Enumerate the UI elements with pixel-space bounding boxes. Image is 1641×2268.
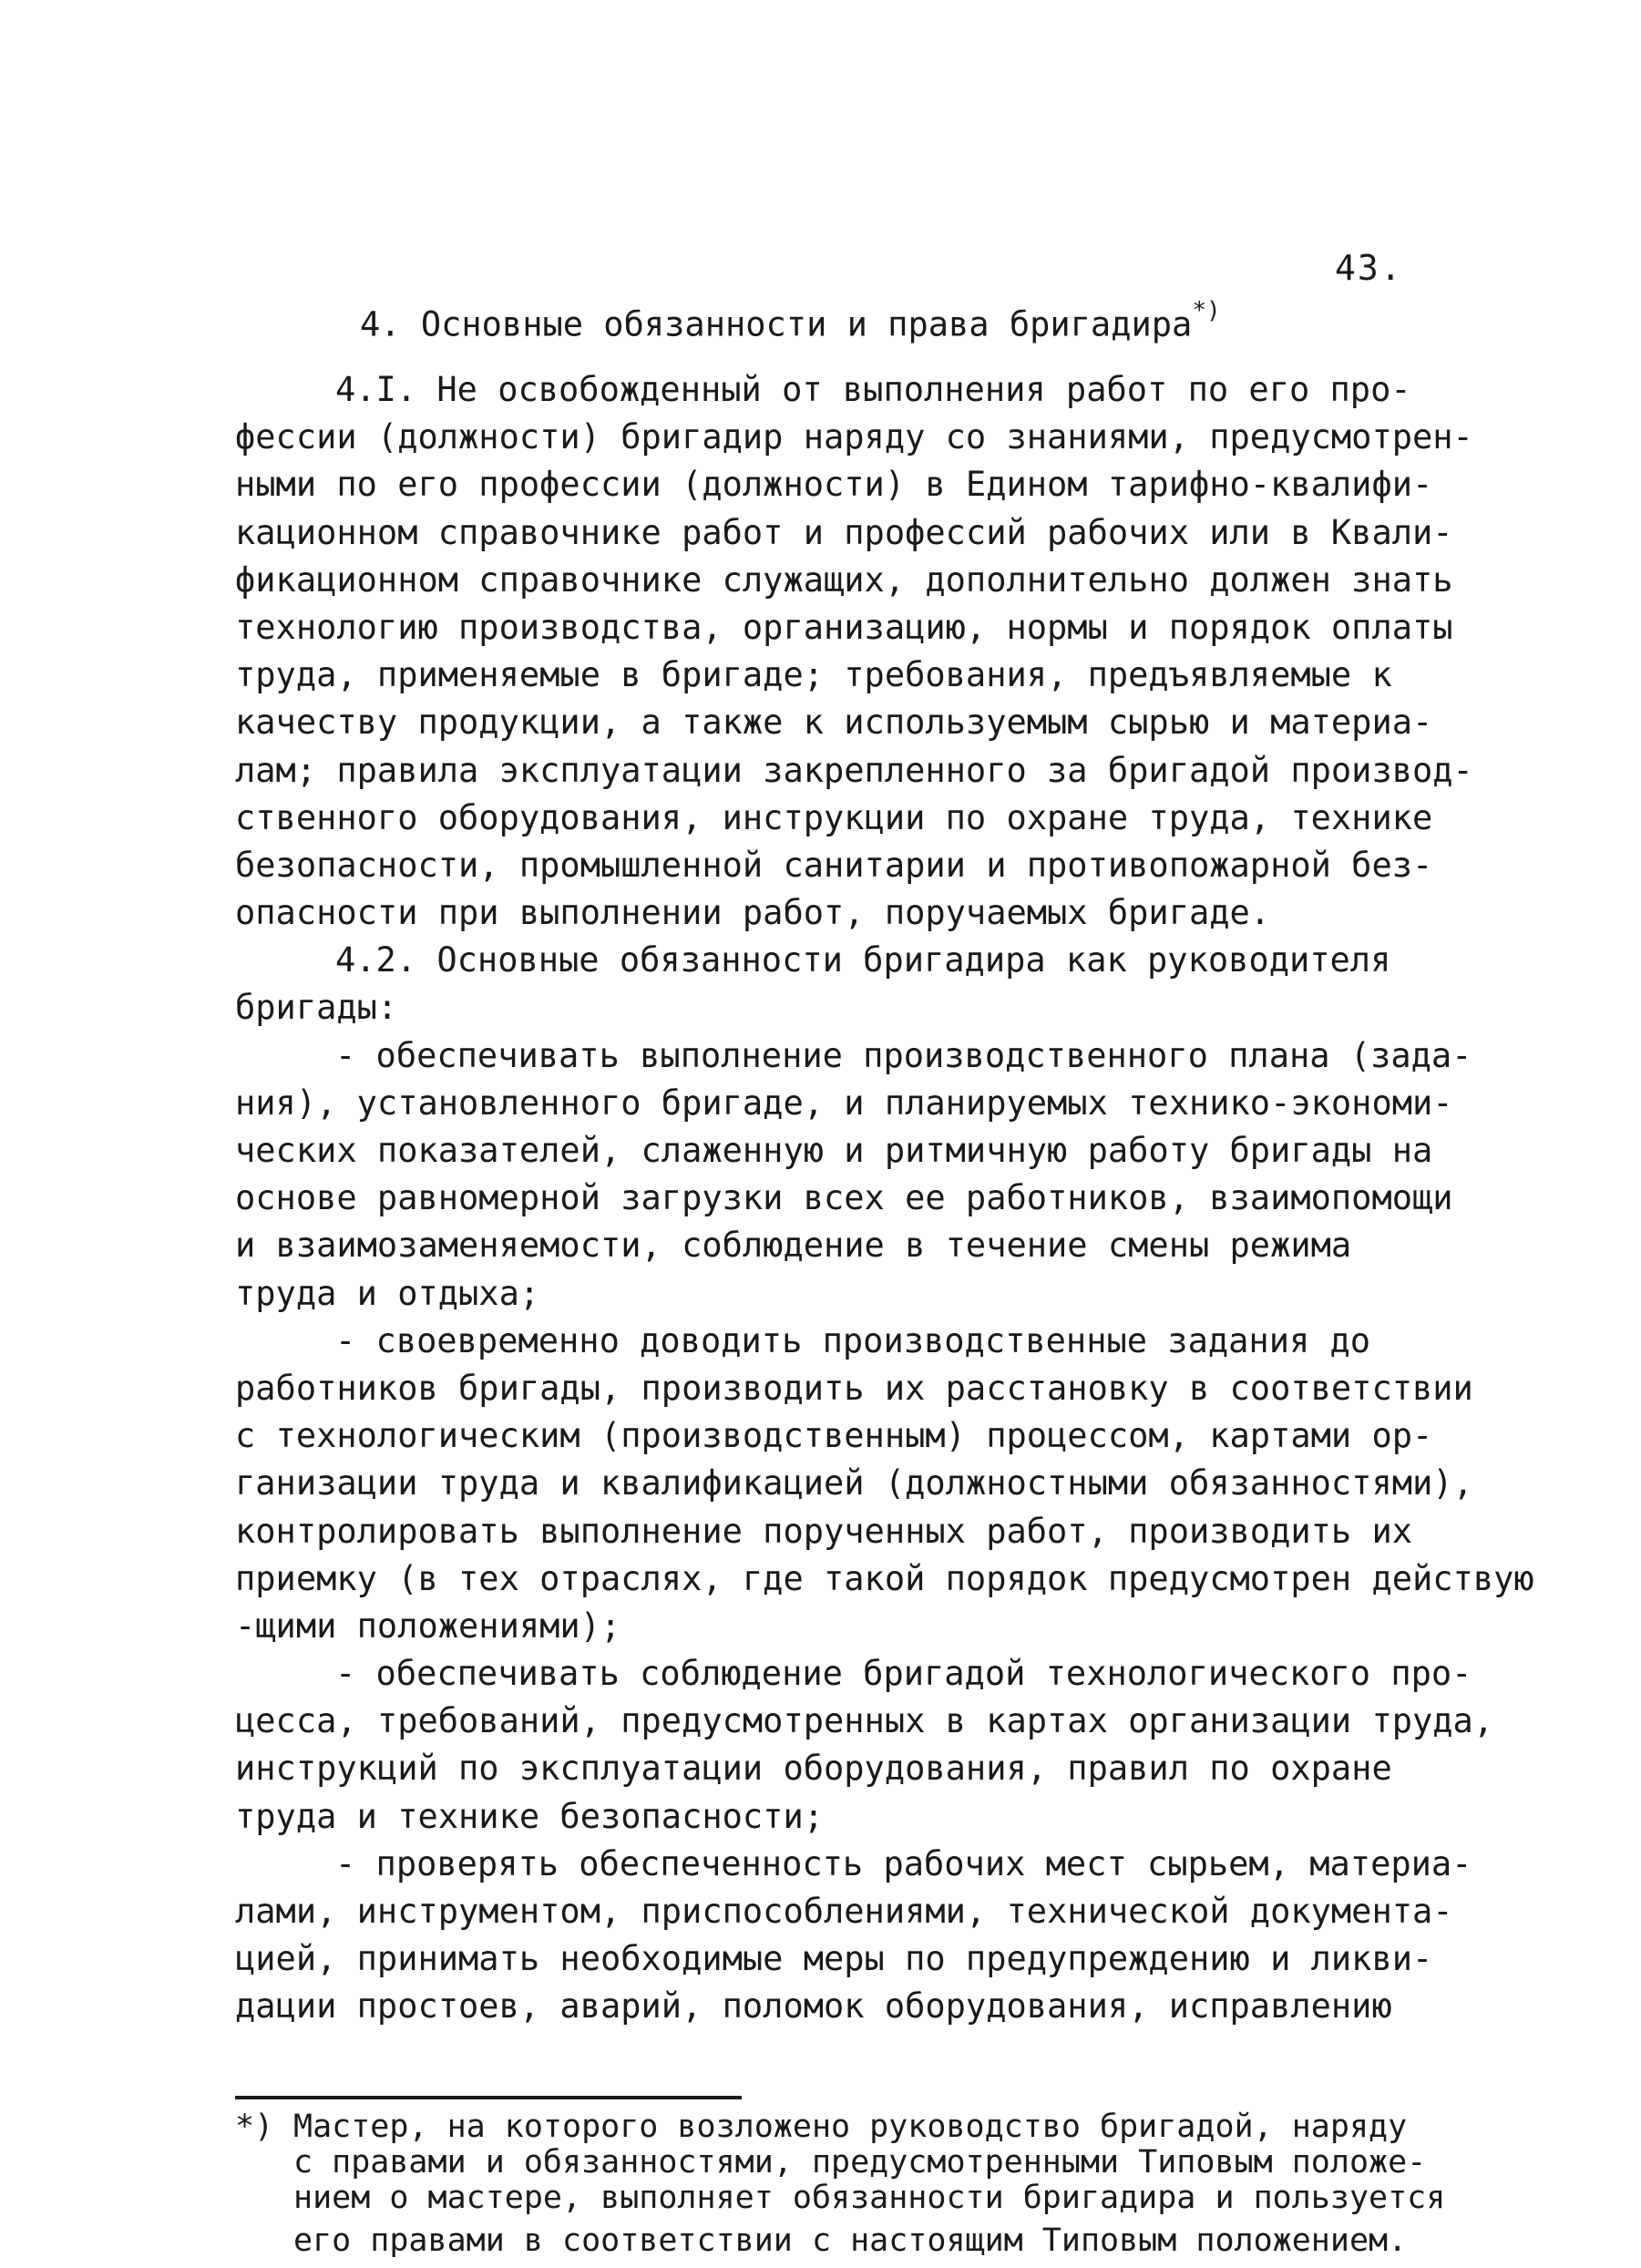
text-line: лами, инструментом, приспособлениями, технической документа- <box>235 1892 1453 1931</box>
text-line: с технологическим (производственным) процессом, картами ор- <box>235 1416 1433 1456</box>
text-line: труда и отдыха; <box>235 1273 540 1313</box>
footnote-body <box>293 2109 1511 2259</box>
footnote-reference-marker: *) <box>1192 297 1221 324</box>
text-line: ганизации труда и квалификацией (должностными обязанностями), <box>235 1463 1473 1503</box>
text-line: цесса, требований, предусмотренных в картах организации труда, <box>235 1701 1494 1741</box>
text-line: безопасности, промышленной санитарии и противопожарной без- <box>235 845 1433 885</box>
footnote-line: Мастер, на которого возложено руководство бригадой, наряду <box>293 2109 1408 2145</box>
footnote-marker: *) <box>235 2109 274 2145</box>
section-title <box>360 297 1221 344</box>
text-line: приемку (в тех отраслях, где такой порядок предусмотрен действую <box>235 1558 1534 1598</box>
text-line: инструкций по эксплуатации оборудования, правил по охране <box>235 1749 1392 1789</box>
text-line: -щими положениями); <box>235 1606 621 1646</box>
footnote-rule <box>235 2096 742 2099</box>
text-line: цией, принимать необходимые меры по предупреждению и ликви- <box>235 1939 1433 1979</box>
text-line: труда и технике безопасности; <box>235 1796 825 1836</box>
text-line: и взаимозаменяемости, соблюдение в течение смены режима <box>235 1226 1352 1266</box>
text-line: кационном справочнике работ и профессий рабочих или в Квали- <box>235 512 1453 552</box>
footnote-line: его правами в соответствии с настоящим Типовым положением. <box>293 2222 1408 2259</box>
footnote-line: нием о мастере, выполняет обязанности бригадира и пользуется <box>293 2180 1446 2216</box>
text-line: труда, применяемые в бригаде; требования, предъявляемые к <box>235 655 1392 695</box>
text-line: - своевременно доводить производственные задания до <box>335 1320 1371 1360</box>
text-line: фессии (должности) бригадир наряду со знаниями, предусмотрен- <box>235 417 1473 457</box>
text-line: 4.I. Не освобожденный от выполнения работ по его про- <box>335 370 1411 409</box>
text-line: основе равномерной загрузки всех ее работников, взаимопомощи <box>235 1178 1453 1218</box>
text-line: работников бригады, производить их расстановку в соответствии <box>235 1368 1473 1408</box>
text-line: лам; правила эксплуатации закрепленного за бригадой производ- <box>235 750 1473 790</box>
text-line: 4.2. Основные обязанности бригадира как руководителя <box>335 940 1391 980</box>
text-line: - обеспечивать выполнение производственного плана (зада- <box>335 1035 1472 1075</box>
text-line: фикационном справочнике служащих, дополнительно должен знать <box>235 559 1453 600</box>
text-line: ственного оборудования, инструкции по охране труда, технике <box>235 797 1433 837</box>
footnote <box>235 2109 1511 2259</box>
text-line: - проверять обеспеченность рабочих мест сырьем, материа- <box>335 1843 1472 1883</box>
text-line: контролировать выполнение порученных работ, производить их <box>235 1511 1413 1551</box>
text-line: бригады: <box>235 988 398 1028</box>
body-text <box>235 366 1534 2031</box>
text-line: технологию производства, организацию, нормы и порядок оплаты <box>235 607 1453 647</box>
page-number: 43. <box>1335 248 1403 288</box>
text-line: - обеспечивать соблюдение бригадой технологического про- <box>335 1654 1472 1694</box>
text-line: ческих показателей, слаженную и ритмичную работу бригады на <box>235 1131 1433 1170</box>
text-line: опасности при выполнении работ, поручаемых бригаде. <box>235 893 1271 933</box>
section-title-text: 4. Основные обязанности и права бригадира <box>360 304 1193 344</box>
text-line: ными по его профессии (должности) в Едином тарифно-квалифи- <box>235 465 1433 505</box>
footnote-line: с правами и обязанностями, предусмотренными Типовым положе- <box>293 2144 1427 2181</box>
text-line: качеству продукции, а также к используемым сырью и материа- <box>235 703 1433 743</box>
text-line: ния), установленного бригаде, и планируемых технико-экономи- <box>235 1083 1453 1123</box>
text-line: дации простоев, аварий, поломок оборудования, исправлению <box>235 1986 1392 2027</box>
